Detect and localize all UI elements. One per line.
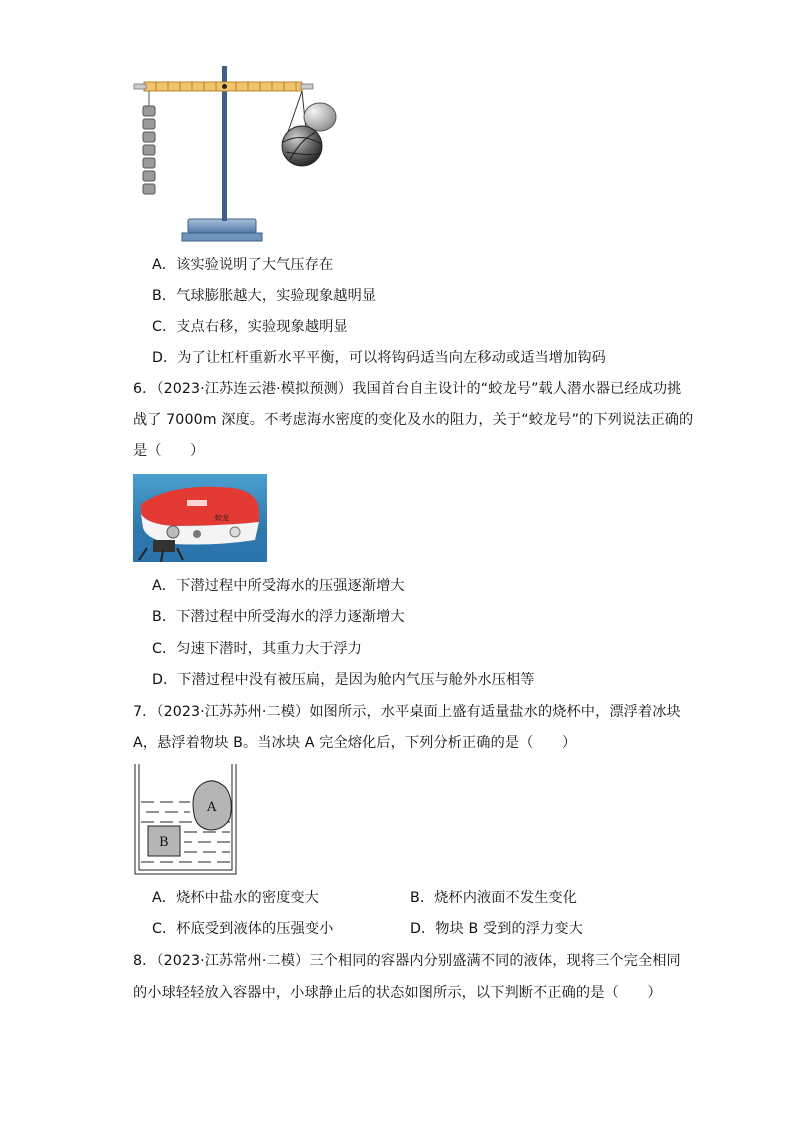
q7-stem-line-2: A，悬浮着物块 B。当冰块 A 完全熔化后，下列分析正确的是（ ） xyxy=(133,735,577,751)
q6-option-b: B．下潜过程中所受海水的浮力逐渐增大 xyxy=(152,609,405,625)
q5-option-a: A．该实验说明了大气压存在 xyxy=(152,257,334,273)
stand-base xyxy=(182,219,262,241)
lever-balloon-figure xyxy=(130,62,345,247)
q7-option-c: C．杯底受到液体的压强变小 xyxy=(152,921,334,937)
q6-option-a: A．下潜过程中所受海水的压强逐渐增大 xyxy=(152,578,405,594)
q5-option-c: C．支点右移，实验现象越明显 xyxy=(152,319,348,335)
hook-weights xyxy=(143,91,155,194)
beaker-figure xyxy=(132,762,240,877)
q7-stem-line-1: 7．（2023·江苏苏州·二模）如图所示，水平桌面上盛有适量盐水的烧杯中，漂浮着冰块 xyxy=(133,704,681,720)
q5-option-b: B．气球膨胀越大，实验现象越明显 xyxy=(152,288,377,304)
q6-stem-line-3: 是（ ） xyxy=(133,443,205,459)
submersible-photo xyxy=(133,474,267,562)
q7-option-b: B．烧杯内液面不发生变化 xyxy=(410,890,577,906)
q7-option-a: A．烧杯中盐水的密度变大 xyxy=(152,890,319,906)
q5-option-d: D．为了让杠杆重新水平平衡，可以将钩码适当向左移动或适当增加钩码 xyxy=(152,350,606,366)
q8-stem-line-2: 的小球轻轻放入容器中，小球静止后的状态如图所示，以下判断不正确的是（ ） xyxy=(133,985,662,1001)
q6-stem-line-1: 6．（2023·江苏连云港·模拟预测）我国首台自主设计的“蛟龙号”载人潜水器已经成功挑 xyxy=(133,381,682,397)
ball-and-balloon xyxy=(282,91,336,166)
ice-label: A xyxy=(207,800,217,815)
sub-hull-text: 蛟龙 xyxy=(215,514,229,522)
lever-bar xyxy=(134,82,313,91)
q6-option-c: C．匀速下潜时，其重力大于浮力 xyxy=(152,641,363,657)
q6-stem-line-2: 战了 7000m 深度。不考虑海水密度的变化及水的阻力，关于“蛟龙号”的下列说法正确的 xyxy=(133,412,694,428)
q7-option-d: D．物块 B 受到的浮力变大 xyxy=(410,921,583,937)
block-label: B xyxy=(159,835,169,850)
q8-stem-line-1: 8．（2023·江苏常州·二模）三个相同的容器内分别盛满不同的液体，现将三个完全相同 xyxy=(133,953,681,969)
q6-option-d: D．下潜过程中没有被压扁，是因为舱内气压与舱外水压相等 xyxy=(152,672,535,688)
